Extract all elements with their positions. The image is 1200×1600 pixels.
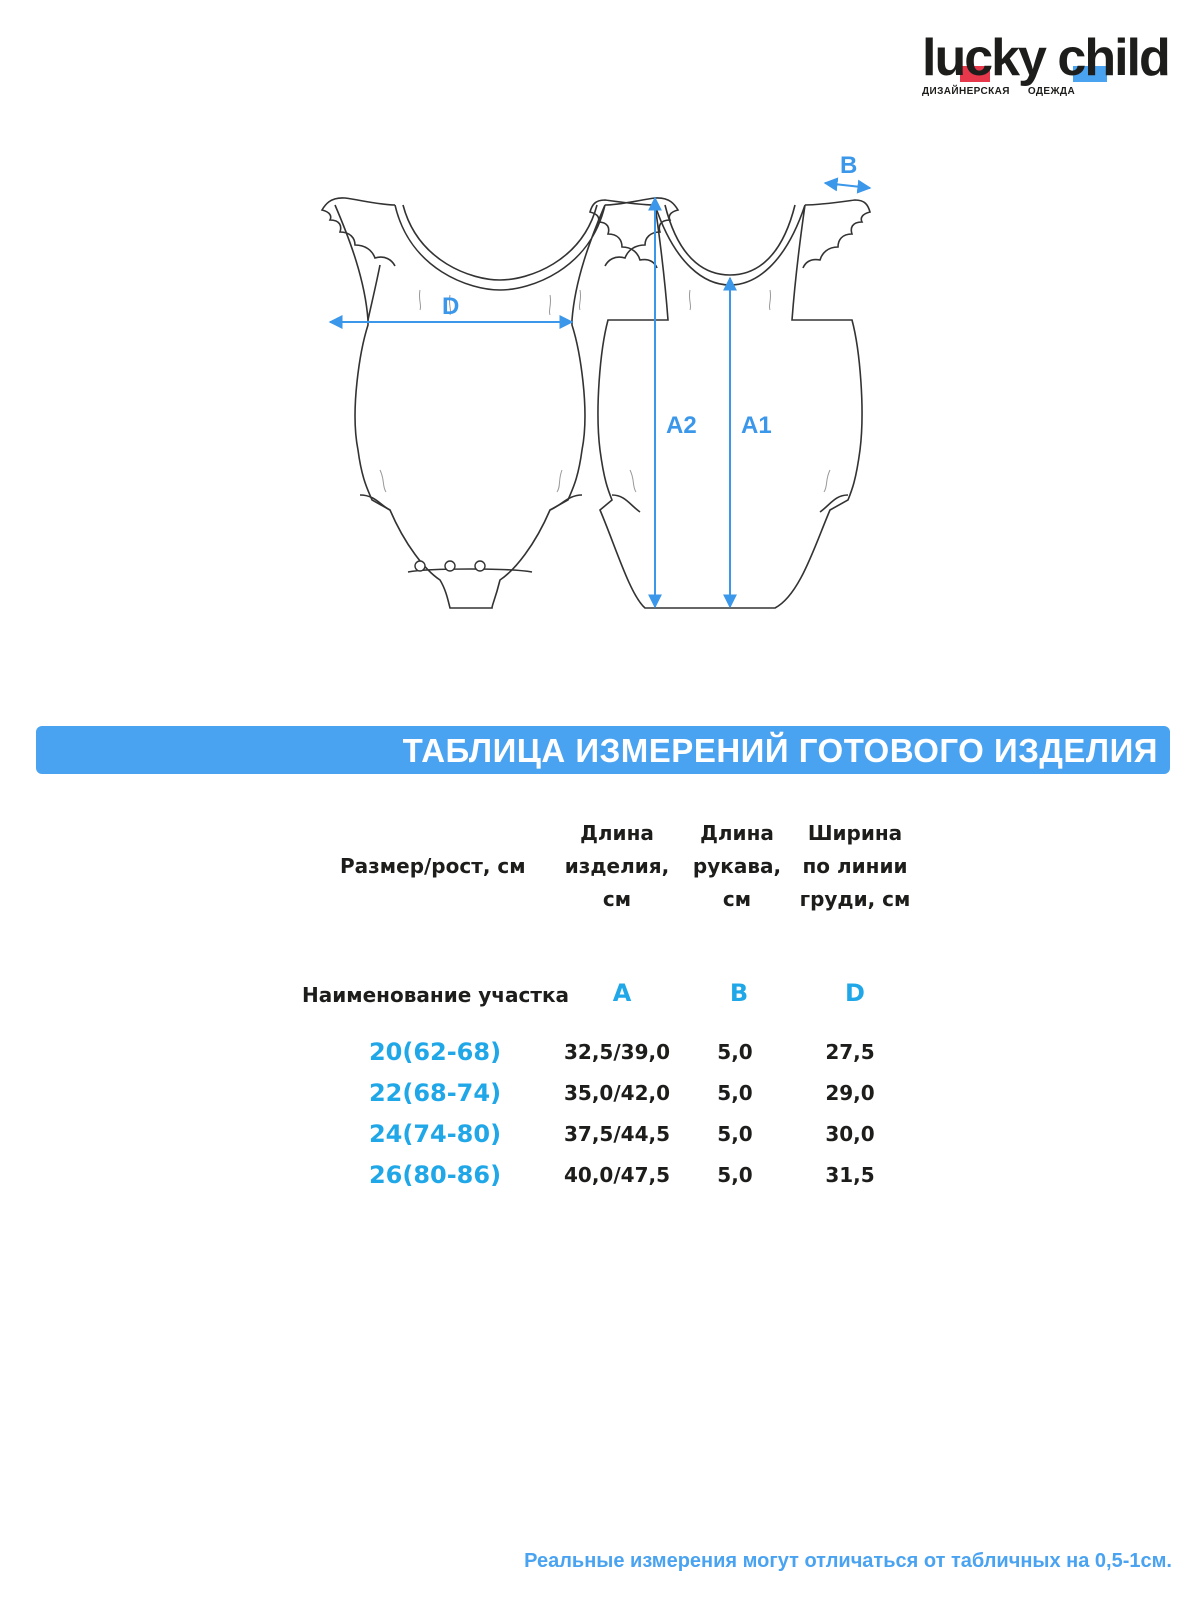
column-letter-b: B: [729, 979, 749, 1007]
logo-subtitle-right: ОДЕЖДА: [1027, 86, 1076, 97]
measure-b-line: [825, 183, 870, 188]
front-snap-band: [408, 569, 532, 572]
header-line: по линии: [802, 854, 908, 878]
value-cell: 35,0/42,0: [564, 1081, 670, 1105]
area-name-label: Наименование участка: [302, 983, 570, 1007]
label-b: B: [840, 152, 858, 179]
snap-button: [475, 561, 485, 571]
front-right-sleeve: [605, 198, 678, 266]
value-cell: 29,0: [825, 1081, 875, 1105]
snap-button: [415, 561, 425, 571]
size-cell: 24(74-80): [368, 1120, 502, 1148]
header-line: Длина: [700, 821, 774, 845]
header-line: см: [602, 887, 632, 911]
back-neck-outline: [665, 205, 795, 275]
value-cell: 37,5/44,5: [564, 1122, 670, 1146]
logo-wordmark: lucky child: [922, 29, 1169, 87]
table-title-banner: [36, 726, 1170, 774]
label-a1: A1: [741, 412, 772, 439]
front-crotch-guide: [355, 505, 585, 575]
front-view: [322, 198, 678, 608]
back-neck-guide: [655, 205, 805, 280]
front-left-sleeve: [322, 198, 395, 266]
garment-sketch: [300, 150, 920, 650]
table-title: ТАБЛИЦА ИЗМЕРЕНИЙ ГОТОВОГО ИЗДЕЛИЯ: [402, 732, 1158, 769]
brand-logo: [922, 28, 1172, 98]
front-neck-binding: [403, 205, 597, 280]
size-cell: 20(62-68): [368, 1038, 502, 1066]
value-cell: 30,0: [825, 1122, 875, 1146]
front-right-leg-binding: [550, 495, 582, 510]
size-cell: 22(68-74): [368, 1079, 502, 1107]
header-line: Ширина: [807, 821, 903, 845]
value-cell: 31,5: [825, 1163, 875, 1187]
value-cell: 5,0: [717, 1081, 753, 1105]
logo-subtitle: [922, 86, 1075, 97]
bodysuit-drawing: [300, 150, 920, 650]
header-line: груди, см: [799, 887, 911, 911]
front-leg-gathers: [380, 470, 562, 492]
column-header-sleeve: [682, 817, 792, 916]
size-column-header: Размер/рост, см: [340, 854, 526, 878]
label-d: D: [442, 293, 460, 320]
measurement-disclaimer: Реальные измерения могут отличаться от табличных на 0,5-1см.: [524, 1550, 1172, 1572]
value-cell: 40,0/47,5: [564, 1163, 670, 1187]
value-cell: 27,5: [825, 1040, 875, 1064]
snap-button: [445, 561, 455, 571]
back-right-sleeve: [803, 200, 870, 268]
header-line: Длина: [580, 821, 654, 845]
header-line: изделия,: [564, 854, 670, 878]
measurement-lines: [330, 183, 870, 607]
value-cell: 32,5/39,0: [564, 1040, 670, 1064]
column-letter-a: A: [612, 979, 632, 1007]
front-body-outline: [335, 205, 605, 608]
header-line: рукава,: [692, 854, 782, 878]
label-a2: A2: [666, 412, 697, 439]
front-left-armhole: [368, 265, 380, 320]
value-cell: 5,0: [717, 1163, 753, 1187]
value-cell: 5,0: [717, 1122, 753, 1146]
column-letter-d: D: [845, 979, 865, 1007]
value-cell: 5,0: [717, 1040, 753, 1064]
column-header-chest: [795, 817, 915, 916]
column-header-length: [562, 817, 672, 916]
logo-subtitle-left: ДИЗАЙНЕРСКАЯ: [922, 86, 1010, 97]
size-cell: 26(80-86): [368, 1161, 502, 1189]
header-line: см: [722, 887, 752, 911]
